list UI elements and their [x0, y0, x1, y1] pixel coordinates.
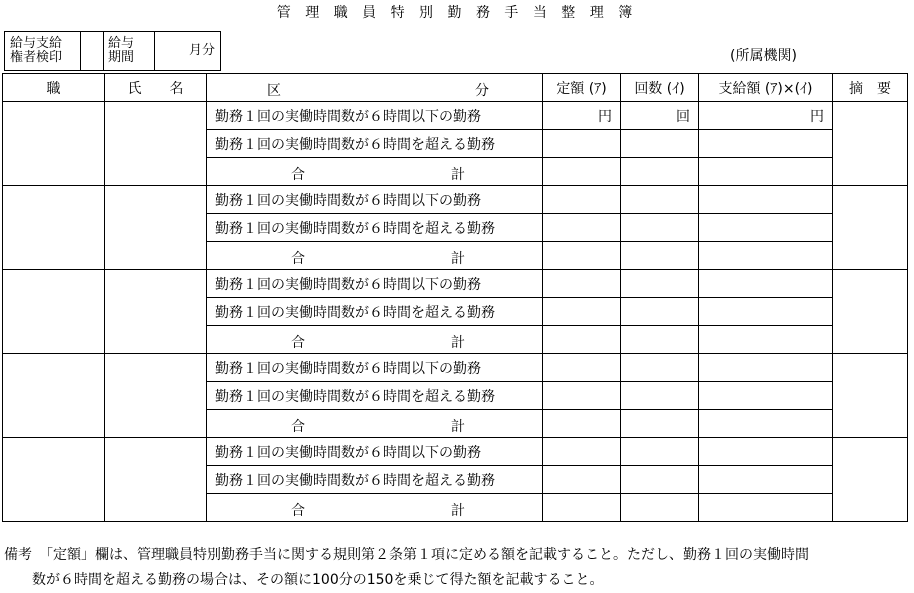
kaisu-cell[interactable] [621, 186, 699, 214]
teigaku-cell[interactable] [543, 270, 621, 298]
kubun-under6: 勤務１回の実働時間数が６時間以下の勤務 [207, 438, 543, 466]
teigaku-cell[interactable] [543, 326, 621, 354]
col-header-shoku: 職 [3, 74, 105, 102]
teigaku-cell[interactable] [543, 214, 621, 242]
shimei-cell[interactable] [105, 354, 207, 438]
col-header-kubun-left: 区 [267, 83, 281, 99]
form-title: 管 理 職 員 特 別 勤 務 手 当 整 理 簿 [276, 5, 638, 21]
total-label-left: 合 [291, 419, 305, 435]
remarks-note [4, 543, 809, 593]
shikyugaku-cell[interactable] [699, 242, 833, 270]
kubun-total [207, 242, 543, 270]
teigaku-cell[interactable] [543, 382, 621, 410]
tekiyo-cell[interactable] [833, 354, 908, 438]
teigaku-cell[interactable] [543, 298, 621, 326]
inspection-label-line1: 給与支給 [10, 36, 63, 51]
period-month-field[interactable]: 月分 [155, 32, 221, 71]
tekiyo-cell[interactable] [833, 270, 908, 354]
shimei-cell[interactable] [105, 186, 207, 270]
kaisu-cell[interactable] [621, 242, 699, 270]
total-label-left: 合 [291, 251, 305, 267]
kaisu-cell[interactable] [621, 130, 699, 158]
kaisu-cell[interactable] [621, 214, 699, 242]
total-label-right: 計 [451, 167, 465, 183]
inspection-seal-cell[interactable] [81, 32, 104, 71]
shikyugaku-cell[interactable] [699, 494, 833, 522]
kaisu-cell[interactable] [621, 158, 699, 186]
table-row [3, 186, 908, 214]
shikyugaku-cell[interactable] [699, 298, 833, 326]
col-header-teigaku: 定額 (ｱ) [543, 74, 621, 102]
col-header-kaisu: 回数 (ｲ) [621, 74, 699, 102]
kubun-total [207, 326, 543, 354]
total-label-right: 計 [451, 419, 465, 435]
kubun-over6: 勤務１回の実働時間数が６時間を超える勤務 [207, 466, 543, 494]
kubun-under6: 勤務１回の実働時間数が６時間以下の勤務 [207, 102, 543, 130]
shikyugaku-cell[interactable] [699, 214, 833, 242]
shikyugaku-cell[interactable] [699, 270, 833, 298]
tekiyo-cell[interactable] [833, 438, 908, 522]
col-header-kubun-right: 分 [475, 83, 489, 99]
teigaku-cell[interactable] [543, 354, 621, 382]
tekiyo-cell[interactable] [833, 102, 908, 186]
header-row [3, 74, 908, 102]
shoku-cell[interactable] [3, 354, 105, 438]
remarks-line1: 備考 「定額」欄は、管理職員特別勤務手当に関する規則第２条第１項に定める額を記載すること。ただし、勤務１回の実働時間 [4, 547, 809, 563]
table-row [3, 102, 908, 130]
kubun-over6: 勤務１回の実働時間数が６時間を超える勤務 [207, 130, 543, 158]
teigaku-cell[interactable]: 円 [543, 102, 621, 130]
shoku-cell[interactable] [3, 186, 105, 270]
kubun-over6: 勤務１回の実働時間数が６時間を超える勤務 [207, 382, 543, 410]
shikyugaku-cell[interactable] [699, 354, 833, 382]
tekiyo-cell[interactable] [833, 186, 908, 270]
kubun-under6: 勤務１回の実働時間数が６時間以下の勤務 [207, 270, 543, 298]
total-label-right: 計 [451, 503, 465, 519]
period-label-line2: 期間 [108, 50, 135, 65]
col-header-tekiyo: 摘 要 [833, 74, 908, 102]
teigaku-cell[interactable] [543, 410, 621, 438]
total-label-left: 合 [291, 167, 305, 183]
table-row [3, 354, 908, 382]
period-label [104, 32, 155, 71]
department-label: (所属機関) [730, 48, 797, 64]
shimei-cell[interactable] [105, 270, 207, 354]
inspection-period-box [4, 31, 221, 71]
teigaku-cell[interactable] [543, 494, 621, 522]
total-label-left: 合 [291, 335, 305, 351]
kubun-over6: 勤務１回の実働時間数が６時間を超える勤務 [207, 214, 543, 242]
shoku-cell[interactable] [3, 102, 105, 186]
shikyugaku-cell[interactable]: 円 [699, 102, 833, 130]
shikyugaku-cell[interactable] [699, 130, 833, 158]
kubun-total [207, 158, 543, 186]
teigaku-cell[interactable] [543, 438, 621, 466]
shikyugaku-cell[interactable] [699, 466, 833, 494]
total-label-left: 合 [291, 503, 305, 519]
teigaku-cell[interactable] [543, 186, 621, 214]
teigaku-cell[interactable] [543, 130, 621, 158]
kaisu-cell[interactable]: 回 [621, 102, 699, 130]
kubun-under6: 勤務１回の実働時間数が６時間以下の勤務 [207, 186, 543, 214]
kaisu-cell[interactable] [621, 298, 699, 326]
kubun-total [207, 494, 543, 522]
shimei-cell[interactable] [105, 102, 207, 186]
shikyugaku-cell[interactable] [699, 438, 833, 466]
total-label-right: 計 [451, 335, 465, 351]
inspection-label-line2: 権者検印 [10, 50, 63, 65]
shikyugaku-cell[interactable] [699, 382, 833, 410]
kaisu-cell[interactable] [621, 466, 699, 494]
table-row [3, 438, 908, 466]
allowance-ledger-table [2, 73, 908, 522]
kubun-over6: 勤務１回の実働時間数が６時間を超える勤務 [207, 298, 543, 326]
shikyugaku-cell[interactable] [699, 326, 833, 354]
shikyugaku-cell[interactable] [699, 186, 833, 214]
teigaku-cell[interactable] [543, 158, 621, 186]
remarks-line2: 数が６時間を超える勤務の場合は、その額に100分の150を乗じて得た額を記載すること。 [32, 572, 604, 588]
kaisu-cell[interactable] [621, 382, 699, 410]
shikyugaku-cell[interactable] [699, 410, 833, 438]
period-label-line1: 給与 [108, 36, 135, 51]
table-row [3, 270, 908, 298]
kaisu-cell[interactable] [621, 410, 699, 438]
col-header-kubun [207, 74, 543, 102]
teigaku-cell[interactable] [543, 466, 621, 494]
col-header-shimei: 氏 名 [105, 74, 207, 102]
kaisu-cell[interactable] [621, 270, 699, 298]
inspection-label [5, 32, 81, 71]
shoku-cell[interactable] [3, 270, 105, 354]
shoku-cell[interactable] [3, 438, 105, 522]
teigaku-cell[interactable] [543, 242, 621, 270]
kaisu-cell[interactable] [621, 354, 699, 382]
kubun-under6: 勤務１回の実働時間数が６時間以下の勤務 [207, 354, 543, 382]
col-header-shikyugaku: 支給額 (ｱ)×(ｲ) [699, 74, 833, 102]
kaisu-cell[interactable] [621, 326, 699, 354]
total-label-right: 計 [451, 251, 465, 267]
shimei-cell[interactable] [105, 438, 207, 522]
shikyugaku-cell[interactable] [699, 158, 833, 186]
kubun-total [207, 410, 543, 438]
kaisu-cell[interactable] [621, 438, 699, 466]
kaisu-cell[interactable] [621, 494, 699, 522]
